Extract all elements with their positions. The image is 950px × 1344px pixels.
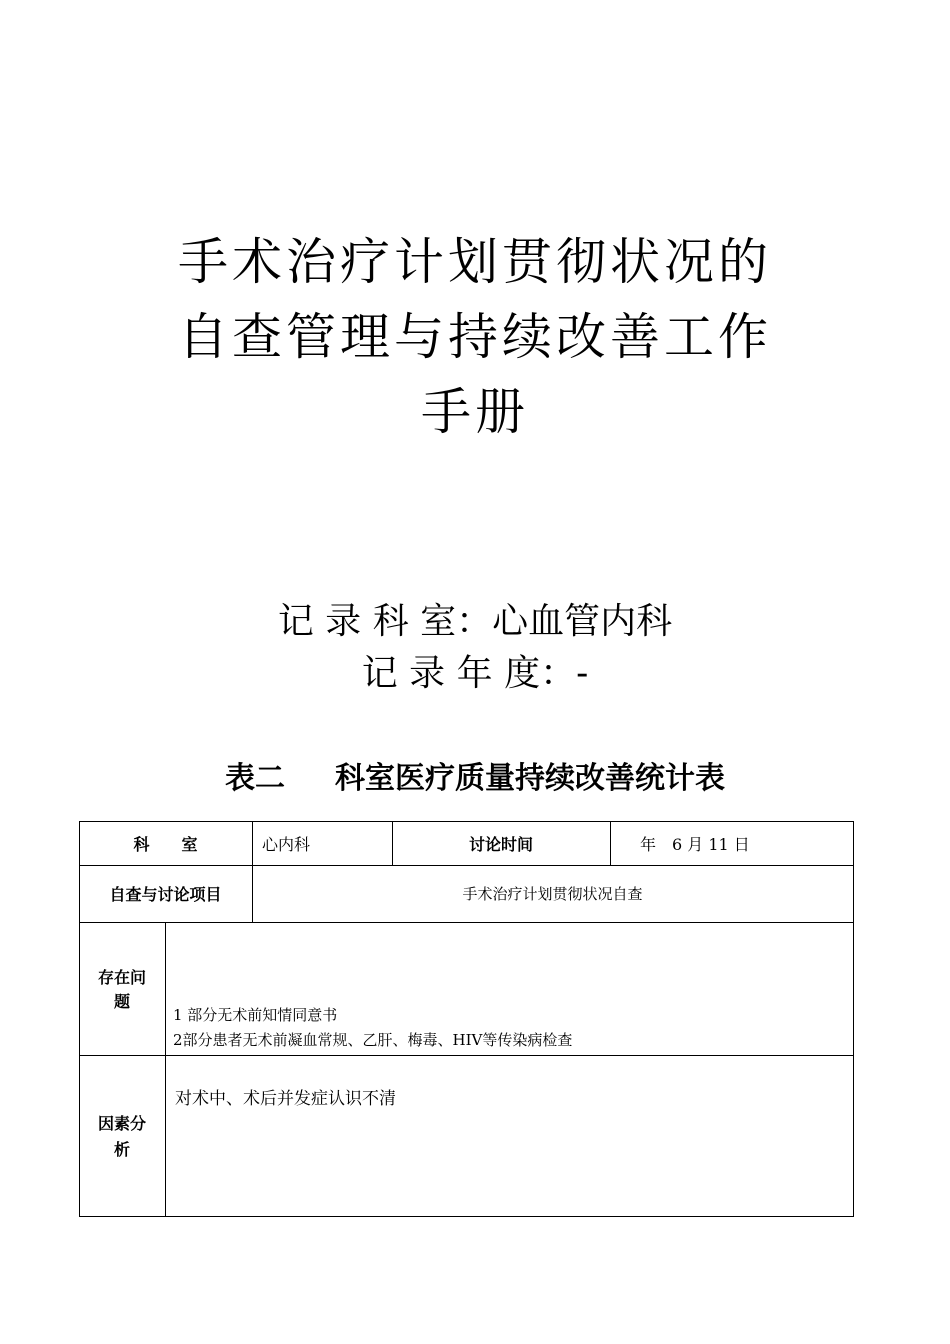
record-year-value: - xyxy=(576,653,589,694)
issue-item-1: 1 部分无术前知情同意书 xyxy=(173,1006,338,1024)
document-title-line-2: 自查管理与持续改善工作 xyxy=(178,308,772,366)
factors-content: 对术中、术后并发症认识不清 xyxy=(175,1089,396,1109)
table-caption-name: 科室医疗质量持续改善统计表 xyxy=(335,761,725,796)
document-title-line-1: 手术治疗计划贯彻状况的 xyxy=(178,233,772,291)
issues-content xyxy=(173,922,853,1055)
record-department-label: 记 录 科 室： xyxy=(277,601,493,642)
table-caption xyxy=(0,761,950,796)
factors-label-line-2: 析 xyxy=(113,1140,130,1159)
issues-label-line-2: 题 xyxy=(113,992,130,1011)
issues-label xyxy=(79,922,165,1055)
record-department xyxy=(0,601,950,642)
factors-label xyxy=(79,1055,165,1216)
document-title-line-3: 手册 xyxy=(421,383,529,441)
improvement-table xyxy=(79,821,854,1217)
topic-label: 自查与讨论项目 xyxy=(109,885,222,904)
topic-value: 手术治疗计划贯彻状况自查 xyxy=(462,885,643,903)
issues-label-line-1: 存在问 xyxy=(97,968,146,987)
department-label: 科 室 xyxy=(133,834,198,854)
table-caption-number: 表二 xyxy=(225,761,285,796)
record-department-value: 心血管内科 xyxy=(492,601,673,642)
record-year xyxy=(0,653,950,694)
record-year-label: 记 录 年 度： xyxy=(361,653,577,694)
discussion-time-label: 讨论时间 xyxy=(468,834,533,854)
department-value: 心内科 xyxy=(262,834,311,854)
issue-item-2: 2部分患者无术前凝血常规、乙肝、梅毒、HIV等传染病检查 xyxy=(173,1031,573,1049)
factors-label-line-1: 因素分 xyxy=(97,1114,146,1133)
discussion-time-value: 年 6 月 11 日 xyxy=(640,834,750,854)
